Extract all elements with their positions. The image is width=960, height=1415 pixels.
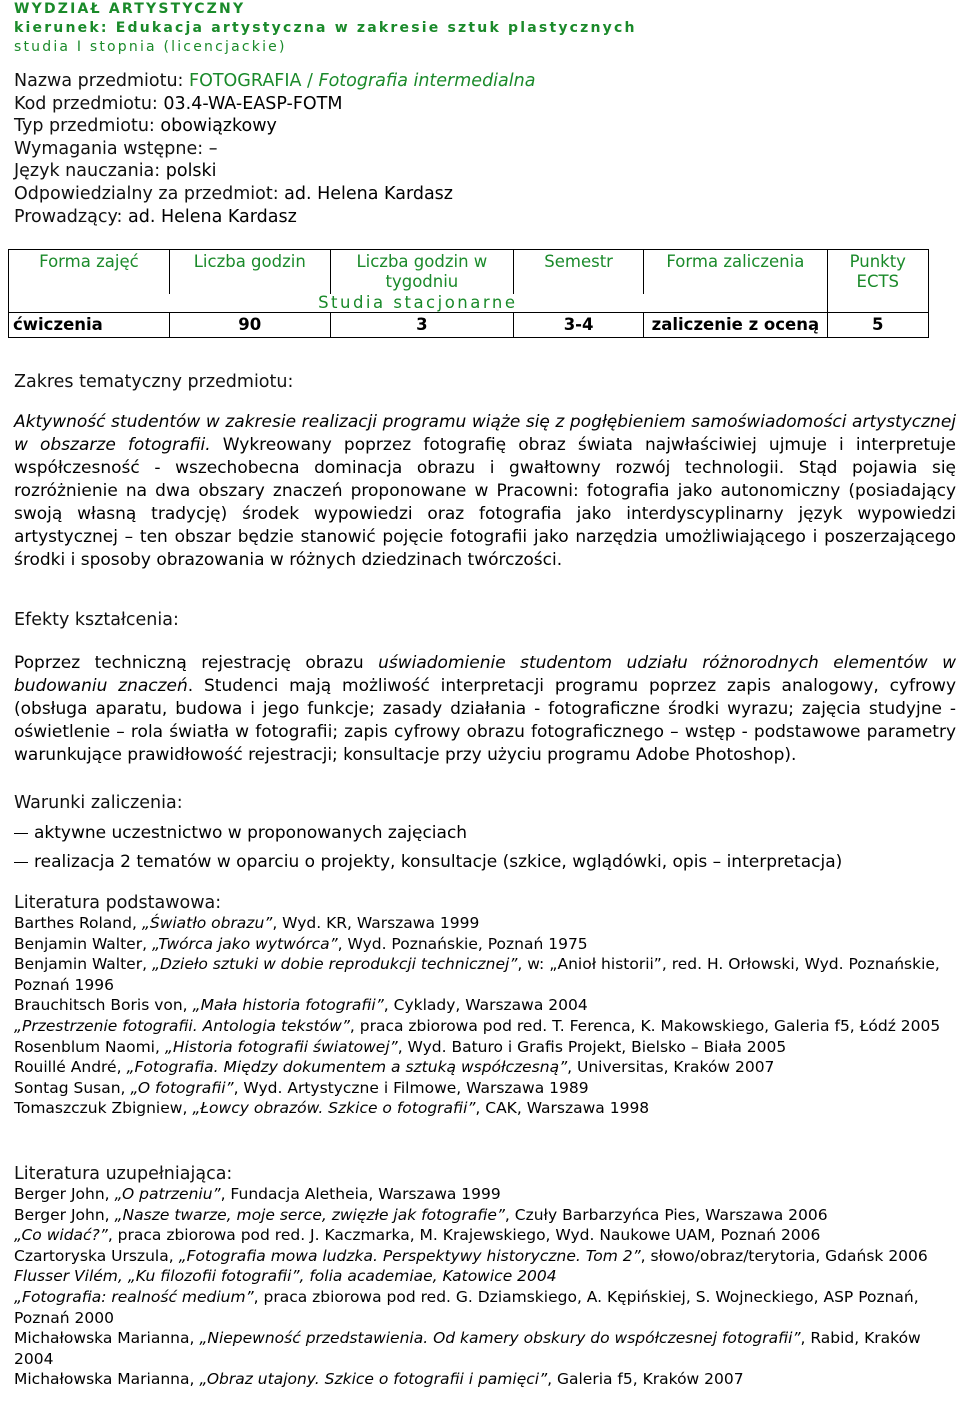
list-item: „Przestrzenie fotografii. Antologia tekstów”, praca zbiorowa pod red. T. Ferenca, K. Makowskiego, Galeria f5, Łódź 2005 xyxy=(14,1016,941,1035)
list-item: Benjamin Walter, „Dzieło sztuki w dobie reprodukcji technicznej”, w: „Anioł historii”, red. H. Orłowski, Wyd. Poznańskie, Poznań 1996 xyxy=(14,955,940,994)
th-punkty-ects: Punkty ECTS xyxy=(827,250,928,313)
cell-semestr: 3-4 xyxy=(514,313,644,338)
cell-zaliczenie: zaliczenie z oceną xyxy=(644,313,827,338)
list-item: Flusser Vilém, „Ku filozofii fotografii”, folia academiae, Katowice 2004 xyxy=(14,1267,557,1286)
zakres-heading: Zakres tematyczny przedmiotu: xyxy=(14,372,294,392)
list-item: Berger John, „O patrzeniu”, Fundacja Aletheia, Warszawa 1999 xyxy=(14,1185,501,1203)
list-item: Rosenblum Naomi, „Historia fotografii światowej”, Wyd. Baturo i Grafis Projekt, Bielsko – Biała 2005 xyxy=(14,1037,787,1056)
meta-kod: Kod przedmiotu: 03.4-WA-EASP-FOTM xyxy=(14,93,343,114)
studia-stacjonarne: Studia stacjonarne xyxy=(9,294,828,313)
section-warunki xyxy=(14,793,956,877)
faculty-header: WYDZIAŁ ARTYSTYCZNY xyxy=(14,1,246,17)
list-item: „Fotografia: realność medium”, praca zbiorowa pod red. G. Dziamskiego, A. Kępińskiej, S. Wojneckiego, ASP Poznań, Poznań 2000 xyxy=(14,1287,919,1327)
list-item: Czartoryska Urszula, „Fotografia mowa ludzka. Perspektywy historyczne. Tom 2”, słowo/obraz/terytoria, Gdańsk 2006 xyxy=(14,1246,928,1265)
zakres-paragraph: Aktywność studentów w zakresie realizacji programu wiąże się z pogłębieniem samoświadomości artystycznej w obszarze fotografii. Wykreowany poprzez fotografię obraz świata najwłaściwiej ujmuje i interpretuje współczesność - wszechobecna dominacja obrazu i gwałtowny rozwój technologii. Stąd pojawia się rozróżnienie na dwa obszary znaczeń proponowane w Pracowni: fotografia jako autonomiczny (posiadający swoją własną tradycję) środek wypowiedzi oraz fotografia jako interdyscyplinarny język wypowiedzi artystycznej – ten obszar będzie stanowić pojęcie fotografii jako narzędzia umożliwiającego i poszerzającego środki i sposoby obrazowania w różnych dziedzinach twórczości. xyxy=(14,412,956,570)
lit-uzup-list xyxy=(14,1184,956,1390)
meta-prowadzacy: Prowadzący: ad. Helena Kardasz xyxy=(14,206,297,227)
table-header-row xyxy=(9,250,929,295)
efekty-paragraph: Poprzez techniczną rejestrację obrazu uświadomienie studentom udziału różnorodnych elementów w budowaniu znaczeń. Studenci mają możliwość interpretacji programu poprzez zapis analogowy, cyfrowy (obsługa aparatu, budowa i jego funkcje; zasady działania - fotograficzne środki wyrazu; zajęcia studyjne - oświetlenie – rola światła w fotografii; zapis cyfrowy obrazu fotograficznego – wstęp - podstawowe parametry warunkujące prawidłowość rejestracji; konsultacje przy użyciu programu Adobe Photoshop). xyxy=(14,653,957,765)
lit-podst-list xyxy=(14,913,956,1119)
course-direction: kierunek: Edukacja artystyczna w zakresie sztuk plastycznych xyxy=(14,20,637,36)
cell-ects: 5 xyxy=(827,313,928,338)
cell-forma: ćwiczenia xyxy=(9,313,170,338)
section-efekty xyxy=(14,610,956,767)
th-godzin-tygodniu: Liczba godzin w tygodniu xyxy=(330,250,513,295)
meta-wymagania: Wymagania wstępne: – xyxy=(14,138,218,159)
list-item: Barthes Roland, „Światło obrazu”, Wyd. KR, Warszawa 1999 xyxy=(14,914,480,932)
warunki-list xyxy=(14,819,956,877)
list-item: Rouillé André, „Fotografia. Między dokumentem a sztuką współczesną”, Universitas, Kraków 2007 xyxy=(14,1058,775,1077)
course-metadata xyxy=(14,70,954,228)
cell-tydzien: 3 xyxy=(330,313,513,338)
warunki-heading: Warunki zaliczenia: xyxy=(14,793,183,813)
list-item: Berger John, „Nasze twarze, moje serce, zwięzłe jak fotografie”, Czuły Barbarzyńca Pies, Warszawa 2006 xyxy=(14,1205,828,1224)
dash-bullet-icon xyxy=(14,833,28,834)
meta-typ: Typ przedmiotu: obowiązkowy xyxy=(14,116,277,137)
table-subheader-row xyxy=(9,294,929,313)
efekty-heading: Efekty kształcenia: xyxy=(14,610,179,630)
course-table xyxy=(8,249,929,338)
cell-godziny: 90 xyxy=(169,313,330,338)
section-literatura-uzupelniajaca xyxy=(14,1164,956,1390)
th-forma-zaliczenia: Forma zaliczenia xyxy=(644,250,827,295)
th-semestr: Semestr xyxy=(514,250,644,295)
list-item: Brauchitsch Boris von, „Mała historia fotografii”, Cyklady, Warszawa 2004 xyxy=(14,996,588,1015)
list-item: „Co widać?”, praca zbiorowa pod red. J. Kaczmarka, M. Krajewskiego, Wyd. Naukowe UAM, Poznań 2006 xyxy=(14,1226,821,1245)
section-literatura-podstawowa xyxy=(14,893,956,1119)
meta-odpowiedzialny: Odpowiedzialny za przedmiot: ad. Helena Kardasz xyxy=(14,183,453,204)
list-item: aktywne uczestnictwo w proponowanych zajęciach xyxy=(14,819,956,848)
lit-uzup-heading: Literatura uzupełniająca: xyxy=(14,1164,233,1184)
document-page xyxy=(13,0,957,1389)
dash-bullet-icon xyxy=(14,862,28,863)
meta-jezyk: Język nauczania: polski xyxy=(14,161,217,182)
section-zakres xyxy=(14,372,956,572)
list-item: Michałowska Marianna, „Niepewność przedstawienia. Od kamery obskury do współczesnej fotografii”, Rabid, Kraków 2004 xyxy=(14,1329,921,1368)
th-forma-zajec: Forma zajęć xyxy=(9,250,170,295)
list-item: Michałowska Marianna, „Obraz utajony. Szkice o fotografii i pamięci”, Galeria f5, Kraków 2007 xyxy=(14,1370,744,1389)
list-item: Sontag Susan, „O fotografii”, Wyd. Artystyczne i Filmowe, Warszawa 1989 xyxy=(14,1078,589,1097)
meta-nazwa: Nazwa przedmiotu: FOTOGRAFIA / Fotografia intermedialna xyxy=(14,71,536,91)
th-liczba-godzin: Liczba godzin xyxy=(169,250,330,295)
list-item: Benjamin Walter, „Twórca jako wytwórca”, Wyd. Poznańskie, Poznań 1975 xyxy=(14,934,588,953)
table-row xyxy=(9,313,929,338)
list-item: realizacja 2 tematów w oparciu o projekty, konsultacje (szkice, wglądówki, opis – interpretacja) xyxy=(14,848,956,877)
lit-podst-heading: Literatura podstawowa: xyxy=(14,893,222,913)
list-item: Tomaszczuk Zbigniew, „Łowcy obrazów. Szkice o fotografii”, CAK, Warszawa 1998 xyxy=(14,1099,650,1118)
study-level: studia I stopnia (licencjackie) xyxy=(14,39,287,55)
